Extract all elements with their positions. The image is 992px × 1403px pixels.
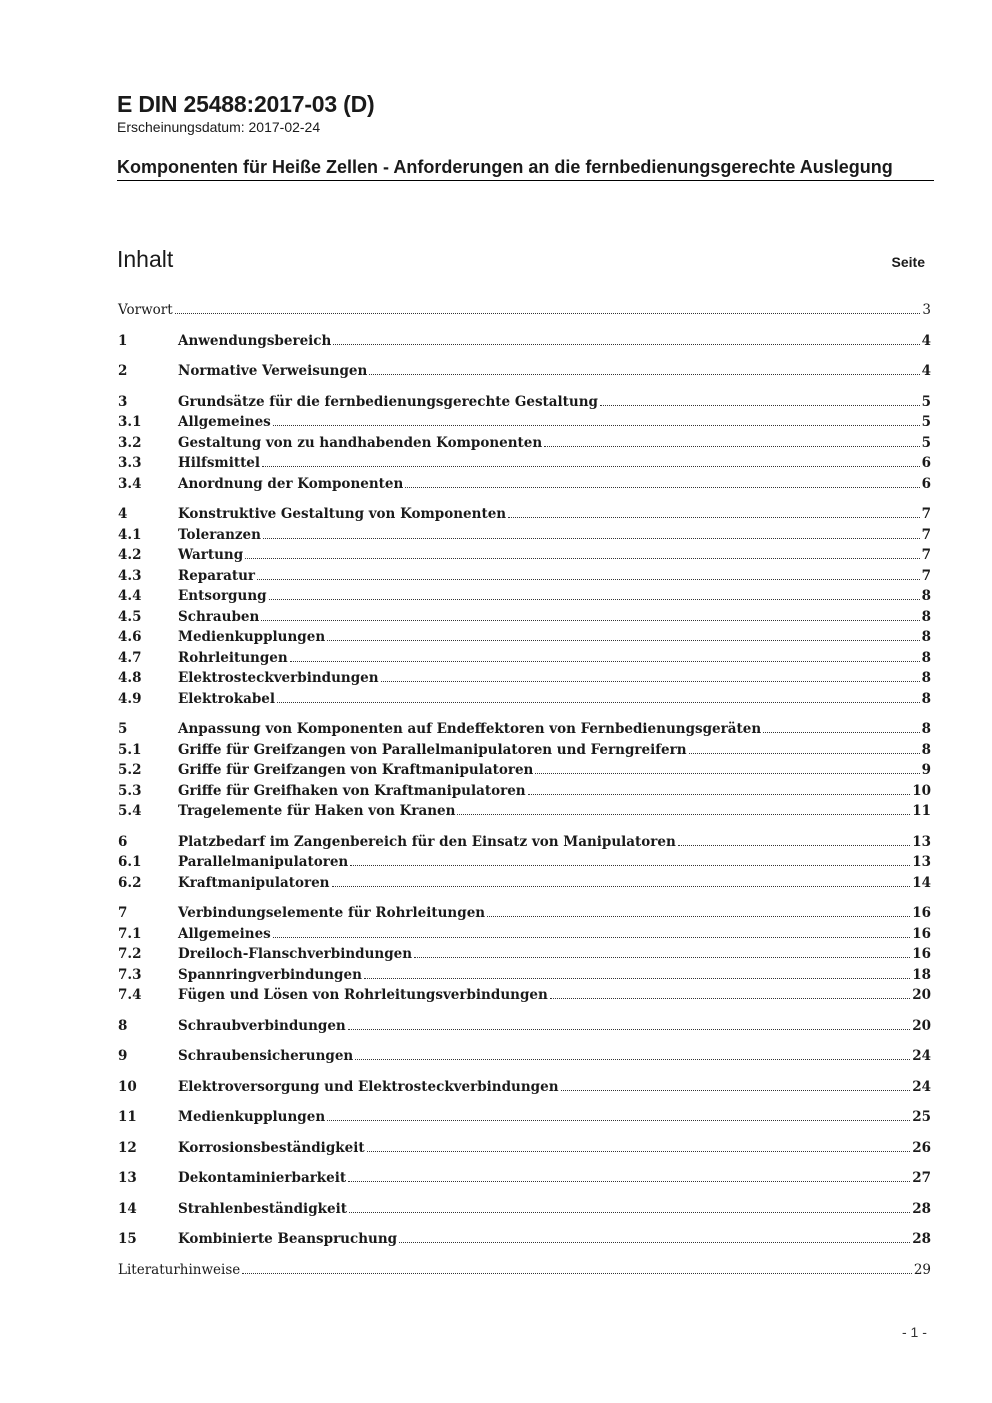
toc-entry-page: 28	[912, 1200, 931, 1217]
toc-dot-leader	[381, 680, 920, 682]
toc-entry-number: 6.1	[118, 854, 142, 870]
toc-entry-number: 4.7	[118, 649, 142, 666]
toc-entry-number: 3.2	[118, 434, 142, 451]
toc-entry-number: 4.1	[118, 526, 142, 543]
toc-entry-label[interactable]: Anwendungsbereich	[178, 332, 332, 349]
toc-entry[interactable]	[118, 453, 931, 474]
toc-entry[interactable]	[118, 545, 931, 566]
toc-entry-number: 2	[118, 363, 128, 379]
toc-entry-label[interactable]: Konstruktive Gestaltung von Komponenten	[178, 506, 507, 522]
toc-entry-label[interactable]: Grundsätze für die fernbedienungsgerechte Gestaltung	[178, 393, 598, 410]
toc-entry[interactable]	[118, 873, 931, 894]
toc-dot-leader	[600, 404, 920, 406]
toc-dot-leader	[175, 312, 921, 314]
toc-entry-number: 4.5	[118, 608, 142, 625]
document-header	[117, 90, 934, 181]
toc-entry-label[interactable]: Elektrokabel	[178, 690, 275, 707]
toc-dot-leader	[355, 1058, 910, 1060]
toc-entry-number: 4.6	[118, 629, 142, 645]
toc-entry-number: 11	[118, 1109, 137, 1125]
toc-entry-label[interactable]: Schrauben	[178, 608, 260, 625]
toc-entry-page: 27	[912, 1170, 931, 1186]
toc-entry-label[interactable]: Gestaltung von zu handhabenden Komponenten	[178, 434, 543, 451]
toc-entry[interactable]	[118, 1107, 931, 1128]
toc-dot-leader	[364, 977, 910, 979]
toc-entry[interactable]	[118, 566, 931, 587]
toc-dot-leader	[763, 731, 919, 733]
toc-dot-leader	[457, 813, 910, 815]
toc-entry-page: 26	[912, 1139, 931, 1156]
toc-entry-label[interactable]: Anpassung von Komponenten auf Endeffektoren von Fernbedienungsgeräten	[178, 721, 762, 737]
toc-dot-leader	[350, 864, 910, 866]
toc-dot-leader	[348, 1180, 910, 1182]
toc-dot-leader	[508, 516, 919, 518]
toc-dot-leader	[535, 772, 919, 774]
toc-entry-number: 4	[118, 506, 128, 522]
document-id: E DIN 25488:2017-03 (D)	[117, 91, 375, 117]
toc-entry-label[interactable]: Spannringverbindungen	[178, 966, 362, 983]
toc-dot-leader	[327, 639, 919, 641]
toc-dot-leader	[273, 936, 910, 938]
toc-entry-page: 14	[912, 874, 931, 891]
toc-entry[interactable]	[118, 1077, 931, 1098]
toc-dot-leader	[257, 578, 920, 580]
toc-entry-label[interactable]: Medienkupplungen	[178, 1109, 326, 1125]
toc-entry-number: 3.1	[118, 414, 142, 430]
toc-entry-label[interactable]: Literaturhinweise	[118, 1261, 241, 1278]
toc-entry-page: 13	[912, 854, 931, 870]
toc-entry-page: 8	[921, 629, 931, 645]
toc-entry-label[interactable]: Allgemeines	[178, 925, 271, 942]
toc-dot-leader	[277, 701, 920, 703]
toc-entry-number: 3.3	[118, 455, 142, 471]
toc-dot-leader	[261, 619, 919, 621]
toc-entry-label[interactable]: Kraftmanipulatoren	[178, 874, 330, 891]
toc-dot-leader	[242, 1272, 912, 1274]
toc-entry-page: 8	[921, 721, 931, 737]
toc-dot-leader	[689, 752, 920, 754]
toc-entry-page: 25	[912, 1109, 931, 1125]
toc-dot-leader	[333, 343, 919, 345]
toc-entry[interactable]	[118, 1260, 931, 1281]
toc-entry[interactable]	[118, 760, 931, 781]
toc-entry-number: 12	[118, 1139, 137, 1156]
toc-entry[interactable]	[118, 1168, 931, 1189]
toc-entry-label[interactable]: Parallelmanipulatoren	[178, 854, 349, 870]
toc-entry-label[interactable]: Anordnung der Komponenten	[178, 475, 404, 492]
toc-entry[interactable]	[118, 719, 931, 740]
toc-entry-page: 5	[921, 434, 931, 451]
toc-entry-number: 7.4	[118, 987, 142, 1003]
toc-entry[interactable]	[118, 504, 931, 525]
toc-entry-number: 7.1	[118, 925, 142, 942]
toc-entry-label[interactable]: Fügen und Lösen von Rohrleitungsverbindungen	[178, 987, 548, 1003]
toc-entry-label[interactable]: Schraubverbindungen	[178, 1017, 346, 1034]
toc-entry-label[interactable]: Vorwort	[118, 302, 173, 318]
toc-entry-number: 7.3	[118, 966, 142, 983]
toc-dot-leader	[349, 1211, 910, 1213]
toc-entry-label[interactable]: Allgemeines	[178, 414, 271, 430]
toc-entry-page: 6	[921, 475, 931, 492]
toc-entry-number: 5	[118, 721, 128, 737]
toc-entry-number: 13	[118, 1170, 137, 1186]
toc-entry-page: 8	[921, 741, 931, 758]
toc-dot-leader	[273, 424, 920, 426]
toc-dot-leader	[678, 844, 910, 846]
toc-entry-number: 6	[118, 833, 128, 850]
toc-entry[interactable]	[118, 1046, 931, 1067]
toc-entry-page: 24	[912, 1048, 931, 1064]
toc-entry-label[interactable]: Toleranzen	[178, 526, 261, 543]
toc-entry[interactable]	[118, 525, 931, 546]
toc-entry-number: 6.2	[118, 874, 142, 891]
toc-entry[interactable]	[118, 412, 931, 433]
toc-entry[interactable]	[118, 361, 931, 382]
toc-entry[interactable]	[118, 331, 931, 352]
toc-dot-leader	[487, 915, 910, 917]
toc-entry-page: 20	[912, 987, 931, 1003]
toc-entry[interactable]	[118, 586, 931, 607]
toc-entry-number: 4.2	[118, 547, 142, 563]
toc-entry[interactable]	[118, 689, 931, 710]
toc-dot-leader	[262, 465, 920, 467]
toc-dot-leader	[290, 660, 920, 662]
toc-entry[interactable]	[118, 740, 931, 761]
toc-entry[interactable]	[118, 668, 931, 689]
toc-dot-leader	[399, 1241, 910, 1243]
toc-entry[interactable]	[118, 924, 931, 945]
toc-entry-label[interactable]: Reparatur	[178, 567, 256, 584]
toc-entry-page: 13	[912, 833, 931, 850]
toc-entry-label[interactable]: Tragelemente für Haken von Kranen	[178, 803, 456, 819]
toc-entry[interactable]	[118, 627, 931, 648]
publication-date: Erscheinungsdatum: 2017-02-24	[117, 119, 321, 135]
page-number: - 1 -	[902, 1324, 927, 1340]
toc-dot-leader	[367, 1150, 911, 1152]
toc-entry-label[interactable]: Platzbedarf im Zangenbereich für den Einsatz von Manipulatoren	[178, 833, 676, 850]
toc-dot-leader	[348, 1028, 910, 1030]
toc-entry[interactable]	[118, 1229, 931, 1250]
toc-entry-page: 5	[921, 414, 931, 430]
toc-entry[interactable]	[118, 1199, 931, 1220]
toc-entry-label[interactable]: Rohrleitungen	[178, 649, 288, 666]
toc-dot-leader	[414, 956, 910, 958]
toc-entry-page: 7	[921, 506, 931, 522]
table-of-contents	[118, 300, 931, 1280]
toc-entry[interactable]	[118, 648, 931, 669]
toc-dot-leader	[561, 1089, 911, 1091]
toc-entry-number: 4.4	[118, 588, 142, 604]
toc-dot-leader	[369, 373, 919, 375]
toc-entry-page: 4	[921, 332, 931, 349]
toc-entry-label[interactable]: Hilfsmittel	[178, 455, 261, 471]
toc-entry-label[interactable]: Strahlenbeständigkeit	[178, 1200, 347, 1217]
toc-entry-number: 1	[118, 332, 128, 349]
toc-entry-number: 4.8	[118, 670, 142, 686]
toc-entry-label[interactable]: Schraubensicherungen	[178, 1048, 354, 1064]
toc-entry-page: 7	[921, 547, 931, 563]
toc-entry-page: 5	[921, 393, 931, 410]
toc-dot-leader	[544, 445, 919, 447]
toc-entry-label[interactable]: Verbindungselemente für Rohrleitungen	[178, 905, 486, 921]
toc-entry-number: 3.4	[118, 475, 142, 492]
toc-entry-page: 3	[922, 302, 931, 318]
toc-entry-label[interactable]: Kombinierte Beanspruchung	[178, 1231, 398, 1247]
toc-dot-leader	[327, 1119, 910, 1121]
toc-entry-page: 28	[912, 1231, 931, 1247]
toc-entry[interactable]	[118, 433, 931, 454]
toc-entry-page: 8	[921, 670, 931, 686]
toc-entry-number: 7.2	[118, 946, 142, 962]
toc-heading	[117, 244, 925, 274]
toc-title: Inhalt	[117, 246, 174, 272]
toc-dot-leader	[263, 537, 920, 539]
toc-entry-number: 5.2	[118, 762, 142, 778]
toc-entry-page: 16	[912, 946, 931, 962]
toc-entry-number: 10	[118, 1078, 137, 1095]
toc-entry[interactable]	[118, 392, 931, 413]
toc-entry-page: 8	[921, 588, 931, 604]
toc-entry-number: 9	[118, 1048, 128, 1064]
toc-entry-page: 24	[912, 1078, 931, 1095]
toc-entry[interactable]	[118, 903, 931, 924]
toc-entry-page: 16	[912, 925, 931, 942]
toc-entry-page: 16	[912, 905, 931, 921]
toc-entry-page: 9	[921, 762, 931, 778]
toc-entry-number: 5.3	[118, 782, 142, 799]
toc-entry-label[interactable]: Griffe für Greifzangen von Kraftmanipulatoren	[178, 762, 534, 778]
toc-entry-label[interactable]: Korrosionsbeständigkeit	[178, 1139, 365, 1156]
toc-entry-page: 18	[912, 966, 931, 983]
toc-entry-number: 5.4	[118, 803, 142, 819]
toc-entry-page: 8	[921, 608, 931, 625]
toc-entry[interactable]	[118, 965, 931, 986]
toc-entry-page: 6	[921, 455, 931, 471]
toc-entry[interactable]	[118, 781, 931, 802]
toc-entry-label[interactable]: Normative Verweisungen	[178, 363, 368, 379]
toc-entry-page: 20	[912, 1017, 931, 1034]
toc-entry-label[interactable]: Griffe für Greifhaken von Kraftmanipulatoren	[178, 782, 526, 799]
toc-entry-page: 7	[921, 526, 931, 543]
document-title: Komponenten für Heiße Zellen - Anforderungen an die fernbedienungsgerechte Auslegung	[117, 156, 934, 181]
toc-entry-page: 4	[921, 363, 931, 379]
toc-entry-label[interactable]: Griffe für Greifzangen von Parallelmanipulatoren und Ferngreifern	[178, 741, 687, 758]
toc-entry[interactable]	[118, 985, 931, 1006]
toc-entry-number: 5.1	[118, 741, 142, 758]
toc-entry-label[interactable]: Medienkupplungen	[178, 629, 326, 645]
toc-entry[interactable]	[118, 1138, 931, 1159]
toc-entry-label[interactable]: Wartung	[178, 547, 244, 563]
toc-entry-number: 4.9	[118, 690, 142, 707]
toc-entry-number: 7	[118, 905, 128, 921]
toc-entry-page: 8	[921, 690, 931, 707]
toc-entry-label[interactable]: Elektroversorgung und Elektrosteckverbindungen	[178, 1078, 559, 1095]
toc-entry-label[interactable]: Dekontaminierbarkeit	[178, 1170, 347, 1186]
toc-entry-number: 15	[118, 1231, 137, 1247]
toc-dot-leader	[528, 793, 911, 795]
toc-entry[interactable]	[118, 300, 931, 321]
toc-entry-page: 29	[913, 1261, 931, 1278]
toc-entry-number: 3	[118, 393, 128, 410]
toc-entry-number: 14	[118, 1200, 137, 1217]
toc-entry-label[interactable]: Dreiloch-Flanschverbindungen	[178, 946, 413, 962]
toc-dot-leader	[332, 885, 911, 887]
toc-entry-page: 7	[921, 567, 931, 584]
toc-entry-label[interactable]: Elektrosteckverbindungen	[178, 670, 379, 686]
toc-entry[interactable]	[118, 832, 931, 853]
toc-entry[interactable]	[118, 801, 931, 822]
toc-entry-number: 8	[118, 1017, 128, 1034]
toc-entry-number: 4.3	[118, 567, 142, 584]
toc-entry-label[interactable]: Entsorgung	[178, 588, 267, 604]
toc-entry[interactable]	[118, 944, 931, 965]
toc-dot-leader	[245, 557, 919, 559]
toc-entry[interactable]	[118, 852, 931, 873]
toc-dot-leader	[405, 486, 919, 488]
toc-entry[interactable]	[118, 474, 931, 495]
toc-entry[interactable]	[118, 607, 931, 628]
page-column-label: Seite	[891, 254, 925, 270]
toc-entry-page: 8	[921, 649, 931, 666]
toc-entry-page: 11	[912, 803, 931, 819]
toc-dot-leader	[269, 598, 920, 600]
toc-entry-page: 10	[912, 782, 931, 799]
toc-entry[interactable]	[118, 1016, 931, 1037]
toc-dot-leader	[550, 997, 910, 999]
